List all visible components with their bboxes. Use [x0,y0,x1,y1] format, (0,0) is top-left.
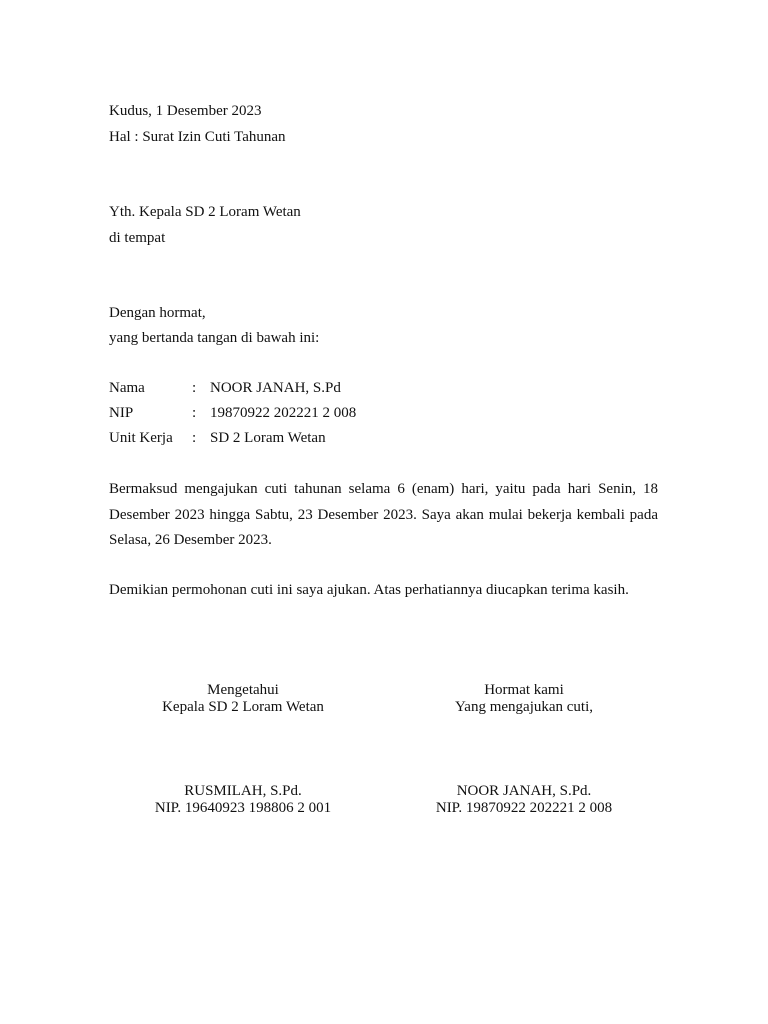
signature-left-title-1: Mengetahui [207,682,279,698]
identity-colon: : [192,380,197,396]
identity-value: 19870922 202221 2 008 [210,405,357,421]
signature-right-nip: NIP. 19870922 202221 2 008 [435,800,613,816]
identity-label: Unit Kerja [109,430,173,446]
greeting: Dengan hormat, [109,305,206,321]
signature-right [404,682,644,716]
signature-right-name-block [404,783,644,817]
body-paragraph: Bermaksud mengajukan cuti tahunan selama 6 (enam) hari, yaitu pada hari Senin, 18 Desember 2023 hingga Sabtu, 23 Desember 2023. Saya akan mulai bekerja kembali pada Selasa, 26 Desember 2023. [109,481,658,548]
identity-colon: : [192,430,197,446]
identity-value: SD 2 Loram Wetan [210,430,326,446]
signature-left-title-2: Kepala SD 2 Loram Wetan [162,699,324,715]
signature-left [123,682,363,716]
identity-colon: : [192,405,197,421]
recipient-line-1: Yth. Kepala SD 2 Loram Wetan [109,204,301,220]
identity-value: NOOR JANAH, S.Pd [210,380,341,396]
signature-left-name: RUSMILAH, S.Pd. [184,783,302,799]
signature-right-title-1: Hormat kami [484,682,564,698]
closing-paragraph: Demikian permohonan cuti ini saya ajukan. Atas perhatiannya diucapkan terima kasih. [109,582,629,598]
identity-label: Nama [109,380,145,396]
intro-line: yang bertanda tangan di bawah ini: [109,330,320,346]
place-date: Kudus, 1 Desember 2023 [109,103,262,119]
letter-subject: Hal : Surat Izin Cuti Tahunan [109,129,286,145]
signature-left-nip: NIP. 19640923 198806 2 001 [154,800,332,816]
signature-right-name: NOOR JANAH, S.Pd. [456,783,592,799]
signature-left-name-block [123,783,363,817]
identity-label: NIP [109,405,134,421]
recipient-line-2: di tempat [109,230,166,246]
signature-right-title-2: Yang mengajukan cuti, [454,699,594,715]
